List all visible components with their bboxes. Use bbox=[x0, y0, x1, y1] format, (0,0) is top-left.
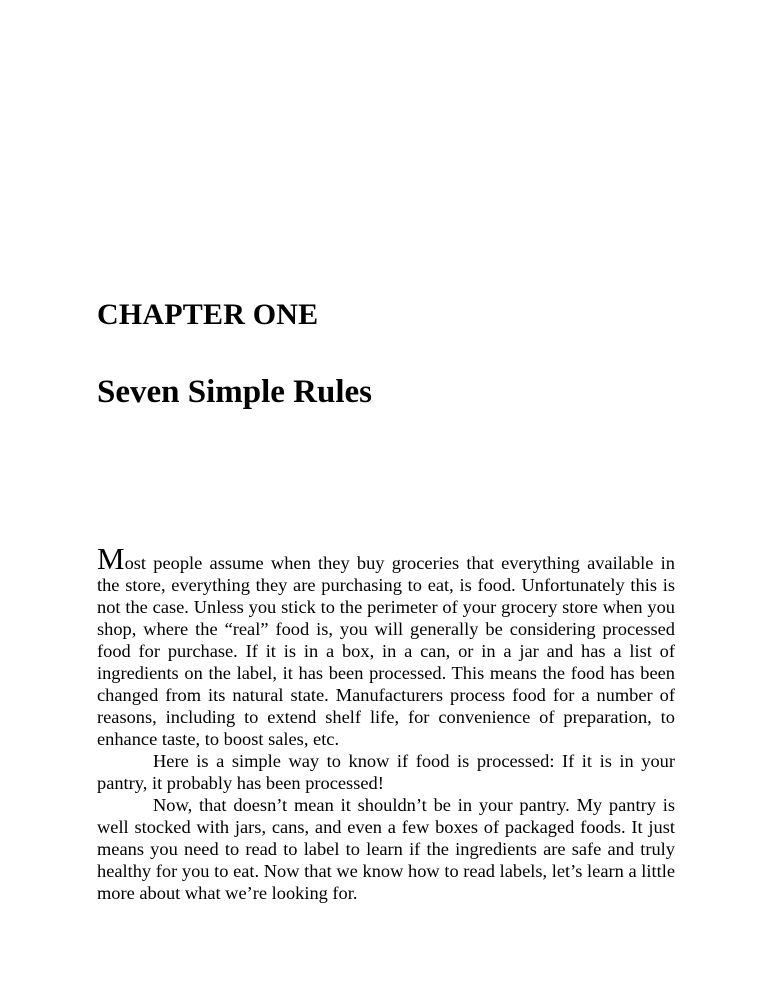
chapter-label: CHAPTER ONE bbox=[97, 298, 319, 331]
paragraph-3: Now, that doesn’t mean it shouldn’t be in your pantry. My pantry is well stocked with jars, cans, and even a few boxes of packaged foods. It just means you need to read to label to learn if the ingredients are safe and truly healthy for you to eat. Now that we know how to read labels, let’s learn a little more about what we’re looking for. bbox=[97, 795, 675, 903]
drop-cap: M bbox=[97, 541, 125, 576]
paragraph-1-text: ost people assume when they buy groceries that everything available in the store, everything they are purchasing to eat, is food. Unfortunately this is not the case. Unless you stick to the perimeter of your grocery store when you shop, where the “real” food is, you will generally be considering processed food for purchase. If it is in a box, in a can, or in a jar and has a list of ingredients on the label, it has been processed. This means the food has been changed from its natural state. Manufacturers process food for a number of reasons, including to extend shelf life, for convenience of preparation, to enhance taste, to boost sales, etc. bbox=[97, 553, 675, 749]
chapter-title: Seven Simple Rules bbox=[97, 374, 373, 410]
paragraph-2: Here is a simple way to know if food is processed: If it is in your pantry, it probably has been processed! bbox=[97, 751, 675, 793]
paragraph-1 bbox=[97, 541, 675, 750]
body-text bbox=[97, 541, 675, 904]
